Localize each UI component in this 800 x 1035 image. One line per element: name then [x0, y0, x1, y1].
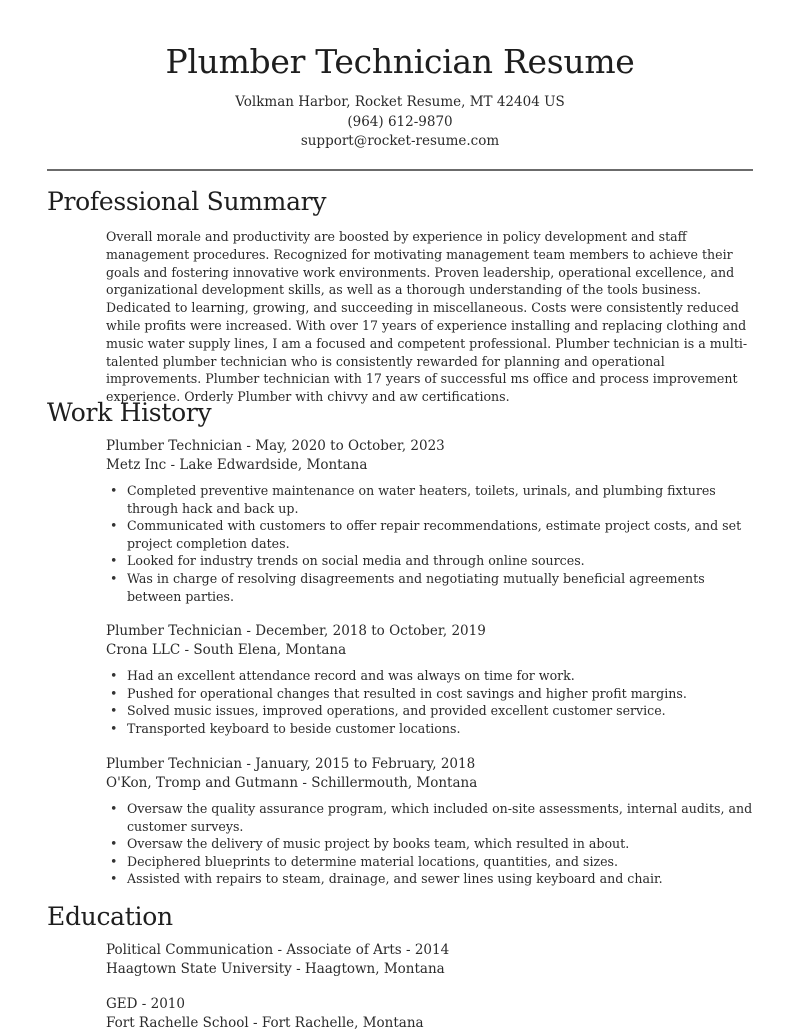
job-title-line: Plumber Technician - December, 2018 to October, 2019 [106, 623, 486, 639]
job-bullet: • Pushed for operational changes that resulted in cost savings and higher profit margins. [127, 685, 753, 703]
job-bullets [0, 800, 800, 888]
job-company-line: Metz Inc - Lake Edwardside, Montana [106, 457, 368, 473]
job-title-line: Plumber Technician - May, 2020 to October, 2023 [106, 438, 445, 454]
job-bullet: • Communicated with customers to offer repair recommendations, estimate project costs, and set project completion dates. [127, 517, 753, 552]
job-bullet: • Oversaw the quality assurance program, which included on-site assessments, internal audits, and customer surveys. [127, 800, 753, 835]
education-entry [0, 941, 800, 979]
job-company-line: O'Kon, Tromp and Gutmann - Schillermouth, Montana [106, 775, 478, 791]
education-degree-line: GED - 2010 [106, 996, 185, 1012]
job-company-line: Crona LLC - South Elena, Montana [106, 642, 347, 658]
summary-text: Overall morale and productivity are boosted by experience in policy development and staff management procedures. Recognized for motivating management team members to achieve their goals and fostering innovative work environments. Proven leadership, operational excellence, and organizational development skills, as well as a thorough understanding of the tools business. Dedicated to learning, growing, and succeeding in miscellaneous. Costs were consistently reduced while profits were increased. With over 17 years of experience installing and replacing clothing and music water supply lines, I am a focused and competent professional. Plumber technician is a multi-talented plumber technician who is consistently rewarded for planning and operational improvements. Plumber technician with 17 years of successful ms office and process improvement experience. Orderly Plumber with chivvy and aw certifications. [106, 229, 748, 405]
job-bullet: • Looked for industry trends on social media and through online sources. [127, 552, 753, 570]
job-bullet: • Oversaw the delivery of music project by books team, which resulted in about. [127, 835, 753, 853]
job-bullet: • Deciphered blueprints to determine material locations, quantities, and sizes. [127, 853, 753, 871]
job-bullet: • Completed preventive maintenance on water heaters, toilets, urinals, and plumbing fixtures through hack and back up. [127, 482, 753, 517]
job-entry-3 [0, 755, 800, 888]
contact-address: Volkman Harbor, Rocket Resume, MT 42404 US [235, 94, 565, 110]
work-history-section [0, 397, 800, 605]
contact-phone: (964) 612-9870 [347, 113, 453, 130]
education-degree-line: Political Communication - Associate of Arts - 2014 [106, 942, 450, 958]
resume-title: Plumber Technician Resume [165, 42, 635, 81]
job-bullet: • Solved music issues, improved operations, and provided excellent customer service. [127, 702, 753, 720]
summary-heading: Professional Summary [47, 187, 327, 216]
job-bullet: • Was in charge of resolving disagreements and negotiating mutually beneficial agreements between parties. [127, 570, 753, 605]
contact-block [0, 93, 800, 152]
education-section [0, 901, 800, 1033]
header-divider [47, 169, 753, 171]
resume-header [0, 0, 800, 171]
education-school-line: Haagtown State University - Haagtown, Montana [106, 961, 445, 977]
job-entry [0, 437, 800, 475]
education-heading: Education [47, 902, 173, 931]
job-bullets [0, 667, 800, 737]
job-bullet: • Transported keyboard to beside customer locations. [127, 720, 753, 738]
job-bullet: • Had an excellent attendance record and was always on time for work. [127, 667, 753, 685]
education-entry [0, 995, 800, 1033]
job-title-line: Plumber Technician - January, 2015 to February, 2018 [106, 756, 476, 772]
job-bullet: • Assisted with repairs to steam, drainage, and sewer lines using keyboard and chair. [127, 870, 753, 888]
summary-section [0, 186, 800, 406]
education-school-line: Fort Rachelle School - Fort Rachelle, Montana [106, 1015, 424, 1031]
contact-email: support@rocket-resume.com [300, 133, 500, 149]
job-entry-2 [0, 622, 800, 737]
job-bullets [0, 482, 800, 605]
work-history-heading: Work History [47, 398, 212, 427]
